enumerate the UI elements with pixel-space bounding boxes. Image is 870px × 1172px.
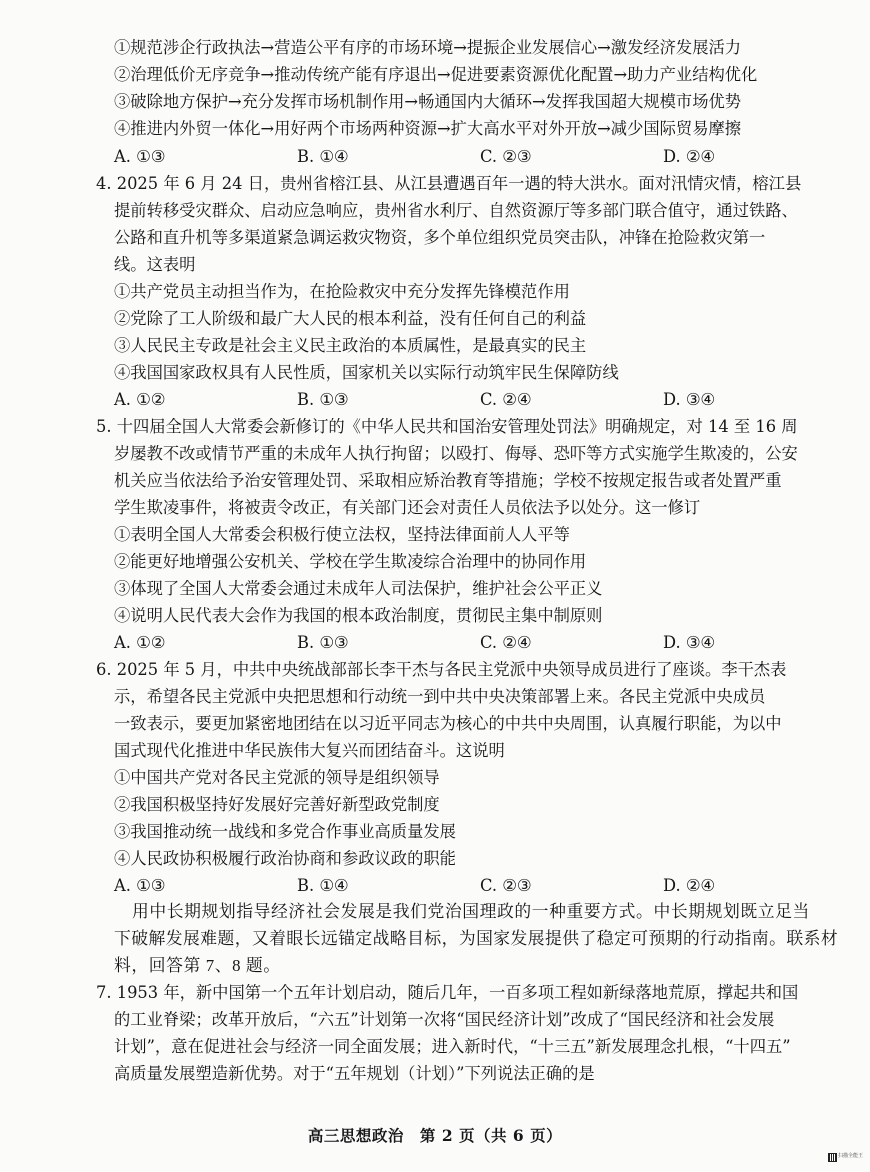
q4-options: [114, 388, 834, 412]
q5-statement-2: ②能更好地增强公安机关、学校在学生欺凌综合治理中的协同作用: [114, 552, 587, 571]
q5-options: [114, 631, 834, 655]
q3-options: [114, 145, 834, 169]
q7-stem-line-1: 7. 1953 年，新中国第一个五年计划启动，随后几年，一百多项工程如新绿落地荒原，撑起共和国: [96, 983, 799, 1002]
option-c: C. ②④: [480, 633, 532, 652]
q4-stem-line-4: 线。这表明: [114, 255, 196, 274]
q5-statement-3: ③体现了全国人大常委会通过未成年人司法保护，维护社会公平正义: [114, 579, 603, 598]
q4-statement-2: ②党除了工人阶级和最广大人民的根本利益，没有任何自己的利益: [114, 309, 587, 328]
q4-stem-line-1: 4. 2025 年 6 月 24 日，贵州省榕江县、从江县遭遇百年一遇的特大洪水。面对汛情灾情，榕江县: [96, 174, 802, 193]
scanner-watermark: [828, 1150, 864, 1164]
option-c: C. ②③: [480, 876, 532, 895]
page-footer: 高三思想政治 第 2 页（共 6 页）: [307, 1126, 563, 1145]
q5-stem-line-2: 岁屡教不改或情节严重的未成年人执行拘留；以殴打、侮辱、恐吓等方式实施学生欺凌的，公安: [114, 444, 798, 463]
q4-statement-4: ④我国国家政权具有人民性质，国家机关以实际行动筑牢民生保障防线: [114, 363, 619, 382]
option-a: A. ①③: [114, 876, 166, 895]
option-d: D. ③④: [663, 390, 716, 409]
option-c: C. ②③: [480, 147, 532, 166]
material-intro-line-2: 下破解发展难题，又着眼长远锚定战略目标，为国家发展提供了稳定可预期的行动指南。联系材: [114, 929, 839, 948]
q5-statement-1: ①表明全国人大常委会积极行使立法权，坚持法律面前人人平等: [114, 525, 570, 544]
qr-icon: [828, 1153, 837, 1162]
q4-statement-3: ③人民民主专政是社会主义民主政治的本质属性，是最真实的民主: [114, 336, 587, 355]
q7-stem-line-2: 的工业脊梁；改革开放后，“六五”计划第一次将“国民经济计划”改成了“国民经济和社会发展: [114, 1010, 775, 1029]
q5-stem-line-3: 机关应当依法给予治安管理处罚、采取相应矫治教育等措施；学校不按规定报告或者处置严重: [114, 471, 782, 490]
material-intro-line-1: 用中长期规划指导经济社会发展是我们党治国理政的一种重要方式。中长期规划既立足当: [132, 902, 810, 921]
q7-stem-line-3: 计划”，意在促进社会与经济一同全面发展；进入新时代，“十三五”新发展理念扎根，“十四五”: [114, 1037, 791, 1056]
option-a: A. ①②: [114, 633, 166, 652]
option-b: B. ①④: [297, 876, 349, 895]
q5-stem-line-4: 学生欺凌事件，将被责令改正，有关部门还会对责任人员依法予以处分。这一修订: [114, 498, 701, 517]
q4-stem-line-3: 公路和直升机等多渠道紧急调运救灾物资，多个单位组织党员突击队，冲锋在抢险救灾第一: [114, 228, 766, 247]
option-d: D. ②④: [663, 876, 716, 895]
watermark-text: 扫描全能王: [838, 1153, 864, 1159]
option-c: C. ②④: [480, 390, 532, 409]
q3-statement-4: ④推进内外贸一体化→用好两个市场两种资源→扩大高水平对外开放→减少国际贸易摩擦: [114, 119, 742, 138]
q6-stem-line-4: 国式现代化推进中华民族伟大复兴而团结奋斗。这说明: [114, 741, 505, 760]
option-b: B. ①④: [297, 147, 349, 166]
q6-options: [114, 874, 834, 898]
q6-statement-2: ②我国积极坚持好发展好完善好新型政党制度: [114, 795, 440, 814]
q6-stem-line-2: 示，希望各民主党派中央把思想和行动统一到中共中央决策部署上来。各民主党派中央成员: [114, 687, 766, 706]
option-b: B. ①③: [297, 633, 349, 652]
q7-stem-line-4: 高质量发展塑造新优势。对于“五年规划（计划）”下列说法正确的是: [114, 1064, 595, 1083]
q6-statement-1: ①中国共产党对各民主党派的领导是组织领导: [114, 768, 440, 787]
option-b: B. ①③: [297, 390, 349, 409]
q6-statement-3: ③我国推动统一战线和多党合作事业高质量发展: [114, 822, 456, 841]
option-d: D. ②④: [663, 147, 716, 166]
option-a: A. ①②: [114, 390, 166, 409]
q6-stem-line-1: 6. 2025 年 5 月，中共中央统战部部长李干杰与各民主党派中央领导成员进行了座谈。李干杰表: [96, 660, 787, 679]
q5-statement-4: ④说明人民代表大会作为我国的根本政治制度，贯彻民主集中制原则: [114, 606, 603, 625]
option-d: D. ③④: [663, 633, 716, 652]
q3-statement-1: ①规范涉企行政执法→营造公平有序的市场环境→提振企业发展信心→激发经济发展活力: [114, 38, 742, 57]
q6-statement-4: ④人民政协积极履行政治协商和参政议政的职能: [114, 849, 456, 868]
q4-stem-line-2: 提前转移受灾群众、启动应急响应，贵州省水利厅、自然资源厅等多部门联合值守，通过铁路、: [114, 201, 798, 220]
q3-statement-3: ③破除地方保护→充分发挥市场机制作用→畅通国内大循环→发挥我国超大规模市场优势: [114, 92, 742, 111]
q3-statement-2: ②治理低价无序竞争→推动传统产能有序退出→促进要素资源优化配置→助力产业结构优化: [114, 65, 758, 84]
material-intro-line-3: 料，回答第 7、8 题。: [114, 956, 281, 975]
q5-stem-line-1: 5. 十四届全国人大常委会新修订的《中华人民共和国治安管理处罚法》明确规定，对 14 至 16 周: [96, 417, 798, 436]
q6-stem-line-3: 一致表示，要更加紧密地团结在以习近平同志为核心的中共中央周围，认真履行职能，为以中: [114, 714, 782, 733]
q4-statement-1: ①共产党员主动担当作为，在抢险救灾中充分发挥先锋模范作用: [114, 282, 570, 301]
option-a: A. ①③: [114, 147, 166, 166]
